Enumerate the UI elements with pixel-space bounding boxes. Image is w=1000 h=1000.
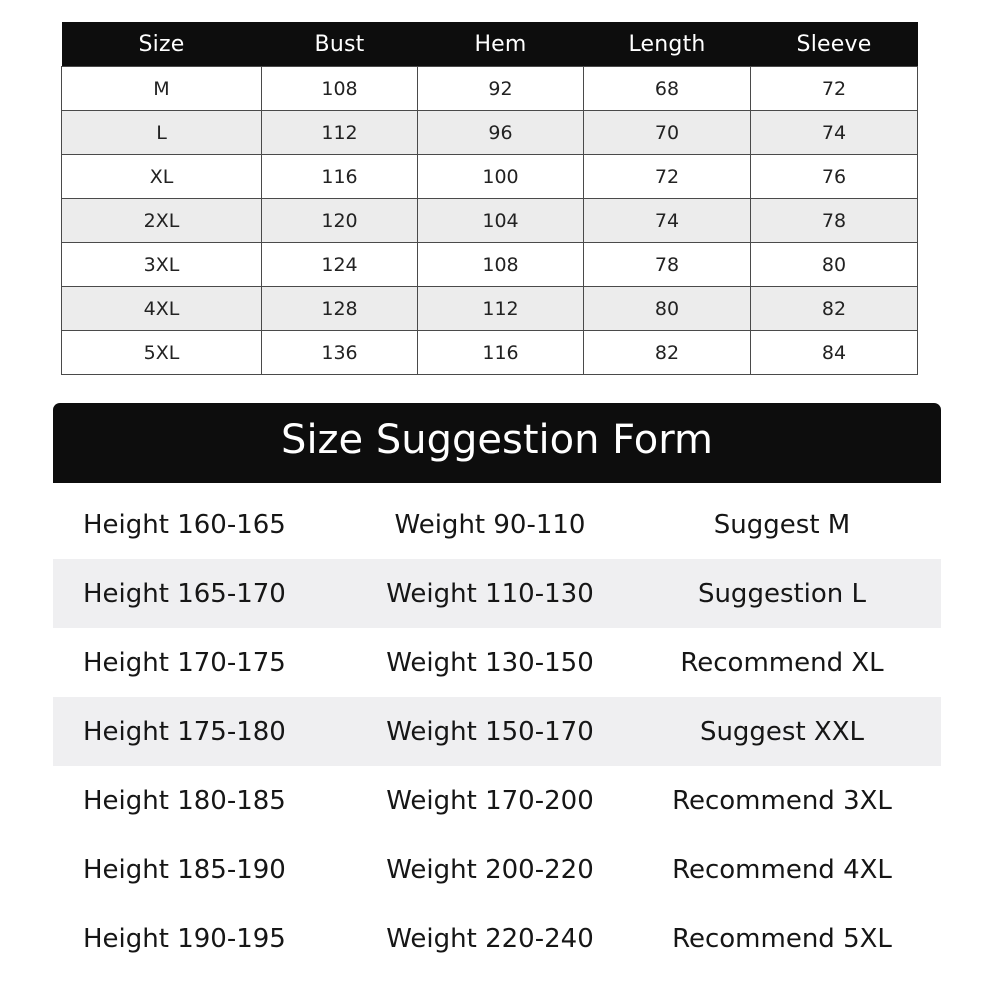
weight-range: Weight 150-170 bbox=[386, 716, 594, 747]
bust-cell: 116 bbox=[262, 155, 418, 199]
height-range: Height 175-180 bbox=[83, 716, 286, 747]
size-cell: XL bbox=[62, 155, 262, 199]
length-cell: 82 bbox=[584, 331, 751, 375]
column-header-sleeve: Sleeve bbox=[751, 22, 918, 67]
size-suggestion: Suggestion L bbox=[697, 578, 867, 609]
column-header-bust: Bust bbox=[262, 22, 418, 67]
length-cell: 78 bbox=[584, 243, 751, 287]
suggestion-form-list bbox=[53, 490, 941, 973]
list-item bbox=[53, 628, 941, 697]
length-cell: 72 bbox=[584, 155, 751, 199]
size-cell: 4XL bbox=[62, 287, 262, 331]
size-cell: 5XL bbox=[62, 331, 262, 375]
hem-cell: 108 bbox=[418, 243, 584, 287]
height-range: Height 190-195 bbox=[83, 923, 286, 954]
weight-range: Weight 200-220 bbox=[386, 854, 594, 885]
height-range: Height 185-190 bbox=[83, 854, 286, 885]
size-cell: L bbox=[62, 111, 262, 155]
table-row bbox=[62, 331, 918, 375]
size-suggestion: Recommend 3XL bbox=[672, 785, 892, 816]
column-header-size: Size bbox=[62, 22, 262, 67]
height-range: Height 165-170 bbox=[83, 578, 286, 609]
size-cell: 2XL bbox=[62, 199, 262, 243]
weight-range: Weight 220-240 bbox=[386, 923, 594, 954]
list-item bbox=[53, 835, 941, 904]
bust-cell: 136 bbox=[262, 331, 418, 375]
column-header-hem: Hem bbox=[418, 22, 584, 67]
hem-cell: 92 bbox=[418, 67, 584, 111]
sleeve-cell: 74 bbox=[751, 111, 918, 155]
weight-range: Weight 90-110 bbox=[394, 509, 586, 540]
bust-cell: 124 bbox=[262, 243, 418, 287]
sleeve-cell: 82 bbox=[751, 287, 918, 331]
list-item bbox=[53, 697, 941, 766]
weight-range: Weight 110-130 bbox=[386, 578, 594, 609]
table-row bbox=[62, 243, 918, 287]
hem-cell: 100 bbox=[418, 155, 584, 199]
table-row bbox=[62, 199, 918, 243]
table-row bbox=[62, 155, 918, 199]
bust-cell: 112 bbox=[262, 111, 418, 155]
hem-cell: 116 bbox=[418, 331, 584, 375]
table-row bbox=[62, 111, 918, 155]
bust-cell: 128 bbox=[262, 287, 418, 331]
table-row bbox=[62, 287, 918, 331]
height-range: Height 160-165 bbox=[83, 509, 286, 540]
size-suggestion: Recommend 5XL bbox=[672, 923, 892, 954]
hem-cell: 96 bbox=[418, 111, 584, 155]
length-cell: 80 bbox=[584, 287, 751, 331]
size-suggestion: Suggest XXL bbox=[699, 716, 865, 747]
suggestion-form-title: Size Suggestion Form bbox=[281, 417, 713, 463]
list-item bbox=[53, 490, 941, 559]
bust-cell: 108 bbox=[262, 67, 418, 111]
sleeve-cell: 84 bbox=[751, 331, 918, 375]
length-cell: 70 bbox=[584, 111, 751, 155]
sleeve-cell: 72 bbox=[751, 67, 918, 111]
size-cell: M bbox=[62, 67, 262, 111]
size-suggestion: Recommend XL bbox=[680, 647, 884, 678]
column-header-length: Length bbox=[584, 22, 751, 67]
size-chart-table bbox=[61, 22, 918, 375]
weight-range: Weight 170-200 bbox=[386, 785, 594, 816]
height-range: Height 170-175 bbox=[83, 647, 286, 678]
bust-cell: 120 bbox=[262, 199, 418, 243]
size-cell: 3XL bbox=[62, 243, 262, 287]
sleeve-cell: 80 bbox=[751, 243, 918, 287]
height-range: Height 180-185 bbox=[83, 785, 286, 816]
list-item bbox=[53, 766, 941, 835]
length-cell: 68 bbox=[584, 67, 751, 111]
list-item bbox=[53, 904, 941, 973]
size-suggestion: Suggest M bbox=[713, 509, 851, 540]
table-row bbox=[62, 67, 918, 111]
weight-range: Weight 130-150 bbox=[386, 647, 594, 678]
sleeve-cell: 76 bbox=[751, 155, 918, 199]
size-suggestion: Recommend 4XL bbox=[672, 854, 892, 885]
sleeve-cell: 78 bbox=[751, 199, 918, 243]
size-chart-header-row bbox=[62, 22, 918, 67]
hem-cell: 104 bbox=[418, 199, 584, 243]
list-item bbox=[53, 559, 941, 628]
suggestion-form-banner bbox=[53, 403, 941, 483]
hem-cell: 112 bbox=[418, 287, 584, 331]
length-cell: 74 bbox=[584, 199, 751, 243]
